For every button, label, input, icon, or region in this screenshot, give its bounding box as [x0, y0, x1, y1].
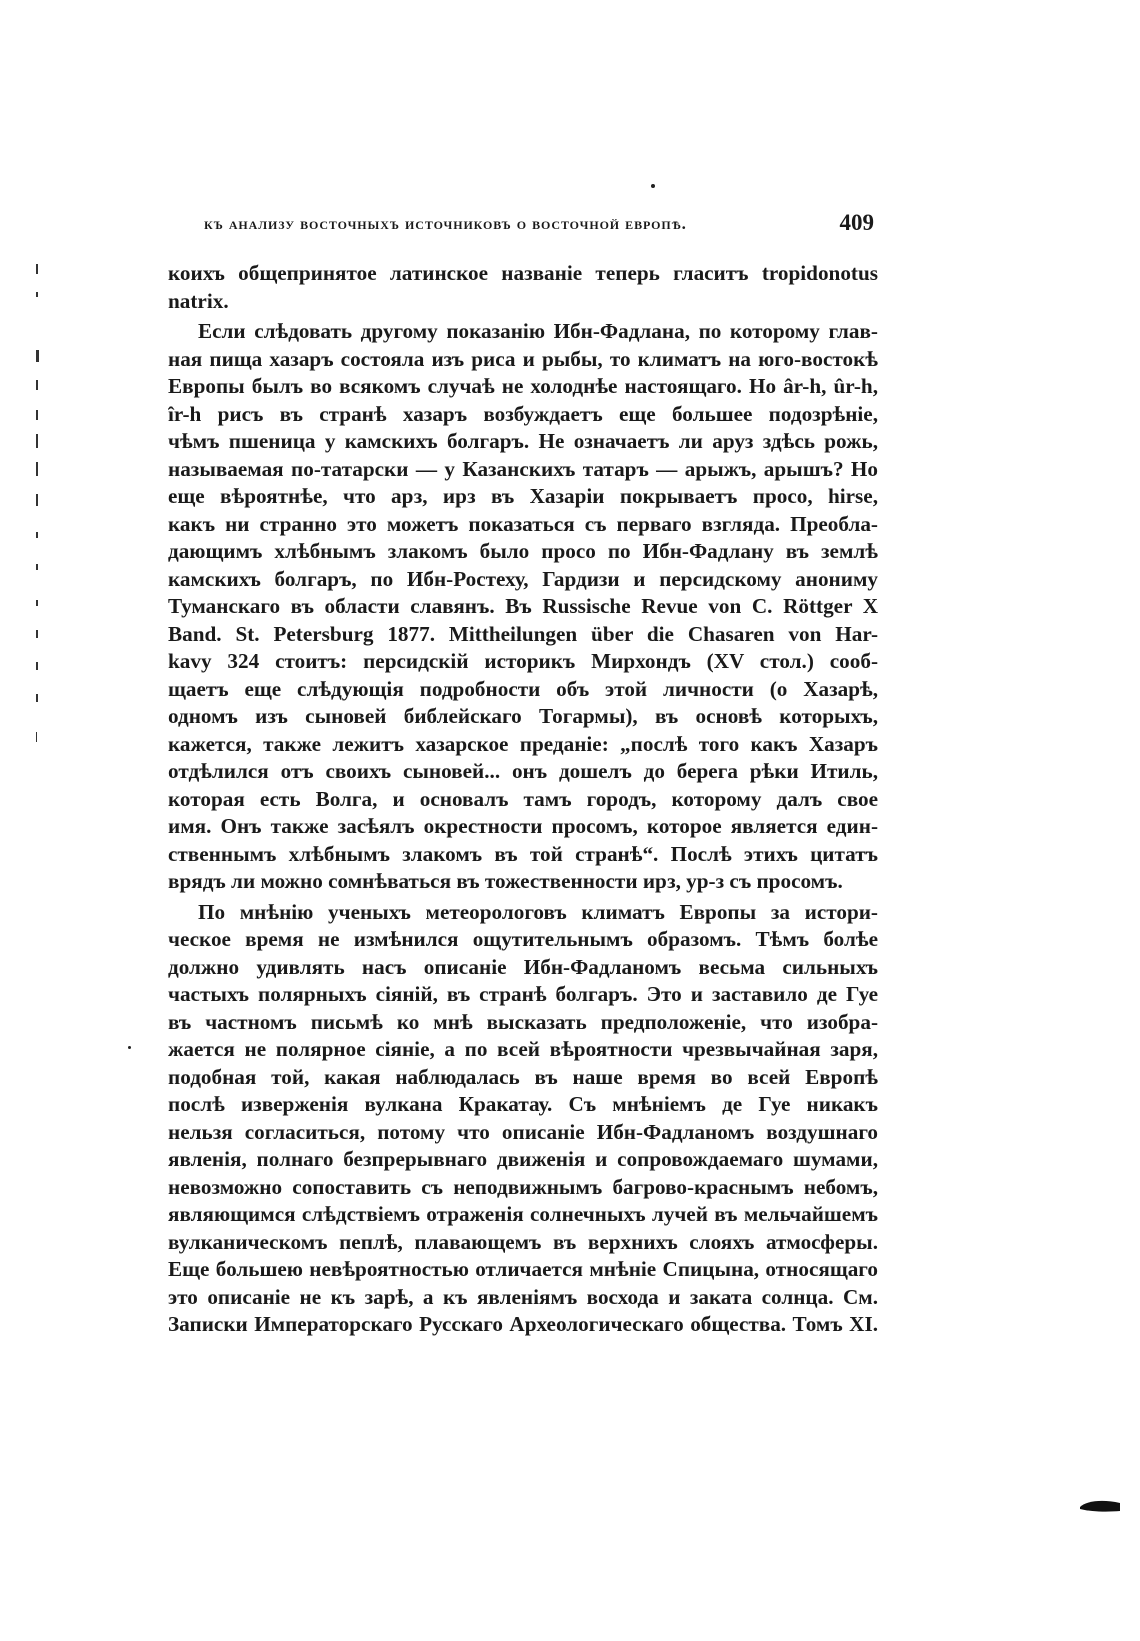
- text-line: Записки Императорскаго Русскаго Археологическаго общества. Томъ XI.: [168, 1312, 878, 1336]
- body-text: [168, 260, 878, 1339]
- text-line: Туманскаго въ области славянъ. Въ Russische Revue von C. Röttger X: [168, 594, 878, 618]
- text-line: частыхъ полярныхъ сіяній, въ странѣ болгаръ. Это и заставило де Гуе: [168, 982, 878, 1006]
- text-line: ная пища хазаръ состояла изъ риса и рыбы, то климатъ на юго-востокѣ: [168, 346, 878, 371]
- text-line: вулканическомъ пеплѣ, плавающемъ въ верхнихъ слояхъ атмосферы.: [168, 1229, 878, 1254]
- text-line: чѣмъ пшеница у камскихъ болгаръ. Не означаетъ ли аруз здѣсь рожь,: [168, 429, 878, 453]
- margin-marks: [36, 262, 50, 782]
- text-line: явленія, полнаго безпрерывнаго движенія и сопровождаемаго шумами,: [168, 1147, 878, 1171]
- text-line: дающимъ хлѣбнымъ злакомъ было просо по Ибн-Фадлану въ землѣ: [168, 539, 878, 563]
- margin-mark: [36, 600, 38, 606]
- text-line: щаетъ еще слѣдующія подробности объ этой личности (о Хазарѣ,: [168, 676, 878, 701]
- margin-mark: [36, 292, 38, 297]
- margin-mark: [36, 662, 38, 670]
- margin-mark: [36, 564, 38, 570]
- text-line: По мнѣнію ученыхъ метеорологовъ климатъ Европы за истори-: [198, 899, 878, 924]
- text-line: называемая по-татарски — у Казанскихъ татаръ — арыжъ, арышъ? Но: [168, 456, 878, 481]
- text-line: послѣ изверженія вулкана Кракатау. Съ мнѣніемъ де Гуе никакъ: [168, 1092, 878, 1116]
- running-title: къ анализу восточныхъ источниковъ о восточной европѣ.: [204, 214, 687, 233]
- text-line: какъ ни странно это можетъ показаться съ перваго взгляда. Преобла-: [168, 511, 878, 536]
- text-line: ственнымъ хлѣбнымъ злакомъ въ той странѣ“. Послѣ этихъ цитатъ: [168, 841, 878, 866]
- running-header: [204, 210, 874, 244]
- text-line: кажется, также лежитъ хазарское преданіе: „послѣ того какъ Хазаръ: [168, 731, 878, 756]
- margin-mark: [36, 630, 38, 638]
- stray-dot: [651, 184, 655, 188]
- margin-mark: [36, 410, 38, 420]
- text-line: ческое время не измѣнился ощутительнымъ образомъ. Тѣмъ болѣе: [168, 927, 878, 951]
- ink-blot: [1078, 1499, 1122, 1513]
- margin-mark: [36, 434, 38, 448]
- margin-mark: [36, 694, 38, 702]
- text-line: kavy 324 стоитъ: персидскій историкъ Мирхондъ (XV стол.) сооб-: [168, 649, 878, 673]
- text-line: Европы былъ во всякомъ случаѣ не холоднѣе настоящаго. Но âr-h, ûr-h,: [168, 374, 878, 398]
- text-line: камскихъ болгаръ, по Ибн-Ростеху, Гардизи и персидскому анониму: [168, 566, 878, 591]
- text-line: являющимся слѣдствіемъ отраженія солнечныхъ лучей въ мельчайшемъ: [168, 1202, 878, 1226]
- text-line: жается не полярное сіяніе, а по всей вѣроятности чрезвычайная заря,: [168, 1037, 878, 1061]
- text-line: Если слѣдовать другому показанію Ибн-Фадлана, по которому глав-: [198, 319, 878, 343]
- text-line: Еще большею невѣроятностью отличается мнѣніе Спицына, относящаго: [168, 1257, 878, 1281]
- text-line: врядъ ли можно сомнѣваться въ тожественности ирз, ур-з съ просомъ.: [168, 869, 843, 893]
- text-line: въ частномъ письмѣ ко мнѣ высказать предположеніе, что изобра-: [168, 1009, 878, 1034]
- text-line: еще вѣроятнѣе, что арз, ирз въ Хазаріи покрываетъ просо, hirse,: [168, 484, 878, 508]
- margin-mark: [36, 350, 39, 362]
- margin-mark: [36, 380, 38, 390]
- text-line: имя. Онъ также засѣялъ окрестности просомъ, которое является един-: [168, 814, 878, 838]
- text-line: natrix.: [168, 288, 229, 313]
- stray-dot: [128, 1046, 131, 1049]
- text-line: коихъ общепринятое латинское названіе теперь гласитъ tropidonotus: [168, 261, 878, 285]
- margin-mark: [36, 732, 37, 742]
- text-line: одномъ изъ сыновей библейскаго Тогармы), въ основѣ которыхъ,: [168, 704, 878, 728]
- margin-mark: [36, 494, 38, 506]
- text-line: это описаніе не къ зарѣ, а къ явленіямъ восхода и заката солнца. См.: [168, 1284, 878, 1309]
- margin-mark: [36, 264, 38, 274]
- text-line: отдѣлился отъ своихъ сыновей... онъ дошелъ до берега рѣки Итиль,: [168, 759, 878, 783]
- text-line: подобная той, какая наблюдалась въ наше время во всей Европѣ: [168, 1064, 878, 1089]
- margin-mark: [36, 532, 38, 538]
- text-line: невозможно сопоставить съ неподвижнымъ багрово-краснымъ небомъ,: [168, 1174, 878, 1199]
- text-line: которая есть Волга, и основалъ тамъ городъ, которому далъ свое: [168, 786, 878, 811]
- text-line: Band. St. Petersburg 1877. Mittheilungen über die Chasaren von Har-: [168, 621, 878, 646]
- margin-mark: [36, 462, 38, 476]
- text-line: должно удивлять насъ описаніе Ибн-Фадланомъ весьма сильныхъ: [168, 954, 878, 979]
- page-number: 409: [839, 210, 874, 235]
- text-line: îr-h рисъ въ странѣ хазаръ возбуждаетъ еще большее подозрѣніе,: [168, 401, 878, 426]
- text-line: нельзя согласиться, потому что описаніе Ибн-Фадланомъ воздушнаго: [168, 1119, 878, 1144]
